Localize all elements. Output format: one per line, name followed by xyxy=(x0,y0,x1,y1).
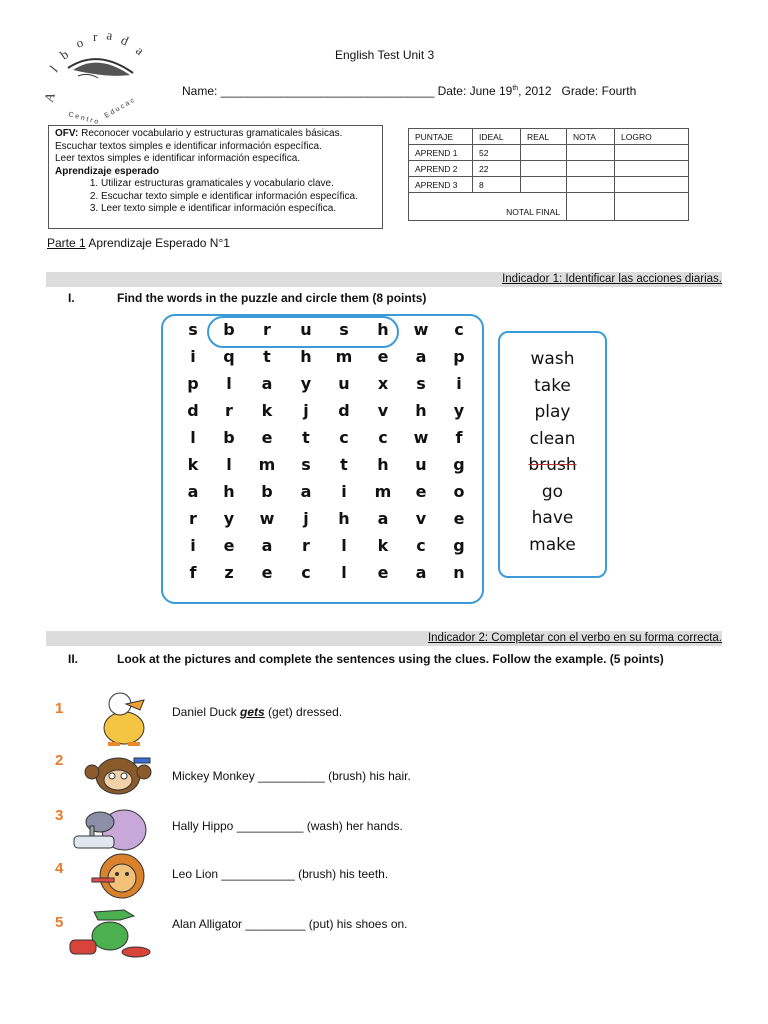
puzzle-letter[interactable]: t xyxy=(302,428,310,447)
puzzle-letter[interactable]: l xyxy=(226,374,232,393)
puzzle-letter[interactable]: j xyxy=(303,401,309,420)
puzzle-letter[interactable]: r xyxy=(225,401,233,420)
logro-cell[interactable] xyxy=(615,161,689,177)
real-cell[interactable] xyxy=(521,177,567,193)
sentence-1 xyxy=(172,705,342,719)
puzzle-letter[interactable]: l xyxy=(226,455,232,474)
puzzle-letter[interactable]: u xyxy=(415,455,427,474)
puzzle-letter[interactable]: x xyxy=(377,374,389,393)
ofv-line: Leer textos simples e identificar información específica. xyxy=(55,153,301,164)
puzzle-letter[interactable]: n xyxy=(453,563,465,582)
word-list-item: take xyxy=(534,375,571,396)
lion-picture xyxy=(88,852,154,900)
puzzle-letter[interactable]: s xyxy=(301,455,311,474)
aprendizaje-label: Aprendizaje esperado xyxy=(55,165,159,177)
date-label: Date: June 19 xyxy=(437,84,513,98)
puzzle-letter[interactable]: w xyxy=(413,428,429,447)
puzzle-letter[interactable]: a xyxy=(415,347,427,366)
final-nota-cell[interactable] xyxy=(567,193,615,221)
puzzle-letter[interactable]: c xyxy=(416,536,426,555)
row-label: APREND 1 xyxy=(409,145,473,161)
table-row xyxy=(409,161,689,177)
grade-label: Grade: Fourth xyxy=(561,84,637,98)
puzzle-letter[interactable]: h xyxy=(377,455,389,474)
real-cell[interactable] xyxy=(521,145,567,161)
puzzle-letter[interactable]: a xyxy=(261,536,273,555)
puzzle-letter[interactable]: v xyxy=(377,401,389,420)
puzzle-letter[interactable]: o xyxy=(453,482,465,501)
puzzle-letter[interactable]: k xyxy=(187,455,199,474)
ideal-cell: 22 xyxy=(473,161,521,177)
puzzle-letter[interactable]: j xyxy=(303,509,309,528)
ideal-cell: 8 xyxy=(473,177,521,193)
item-number: 5 xyxy=(55,914,64,931)
puzzle-letter[interactable]: l xyxy=(190,428,196,447)
part-heading xyxy=(47,236,230,250)
puzzle-letter[interactable]: y xyxy=(300,374,312,393)
puzzle-letter[interactable]: h xyxy=(223,482,235,501)
final-label: NOTAL FINAL xyxy=(409,193,567,221)
item-number: 1 xyxy=(55,700,64,717)
svg-text:r: r xyxy=(93,29,98,44)
puzzle-letter[interactable]: i xyxy=(190,347,196,366)
word-list-item: have xyxy=(531,508,574,528)
puzzle-letter[interactable]: h xyxy=(415,401,427,420)
section-2-instruction: Look at the pictures and complete the sentences using the clues. Follow the example. (5 points) xyxy=(117,652,664,666)
puzzle-letter[interactable]: s xyxy=(339,320,349,339)
puzzle-letter[interactable]: m xyxy=(258,455,276,474)
puzzle-letter[interactable]: g xyxy=(453,536,465,555)
row-label: APREND 2 xyxy=(409,161,473,177)
ofv-line: Escuchar textos simples e identificar información específica. xyxy=(55,140,322,152)
sentence-text: (get) dressed. xyxy=(264,705,343,719)
puzzle-letter[interactable]: f xyxy=(189,563,197,582)
svg-text:o: o xyxy=(73,34,86,51)
sentence-text: Daniel Duck xyxy=(172,705,241,719)
aprendizaje-item: 1. Utilizar estructuras gramaticales y vocabulario clave. xyxy=(101,178,376,191)
svg-text:a: a xyxy=(133,42,148,59)
header-cell: REAL xyxy=(521,129,567,145)
name-label: Name: xyxy=(182,84,218,98)
puzzle-letter[interactable]: c xyxy=(378,428,388,447)
puzzle-letter[interactable]: z xyxy=(224,563,234,582)
score-table xyxy=(408,128,689,221)
puzzle-letter[interactable]: t xyxy=(340,455,348,474)
puzzle-letter[interactable]: p xyxy=(187,374,199,393)
hippo-picture xyxy=(70,802,152,852)
puzzle-letter[interactable]: c xyxy=(339,428,349,447)
puzzle-letter[interactable]: q xyxy=(223,347,235,366)
header-cell: PUNTAJE xyxy=(409,129,473,145)
monkey-picture xyxy=(78,752,158,802)
header-cell: IDEAL xyxy=(473,129,521,145)
sentence-2[interactable]: Mickey Monkey __________ (brush) his hair. xyxy=(172,769,411,783)
puzzle-letter[interactable]: e xyxy=(223,536,235,555)
svg-text:d: d xyxy=(118,32,131,49)
puzzle-letter[interactable]: g xyxy=(453,455,465,474)
objectives-box xyxy=(48,125,383,229)
real-cell[interactable] xyxy=(521,161,567,177)
student-info-line xyxy=(182,84,636,98)
word-list-item: clean xyxy=(529,428,576,449)
puzzle-letter[interactable]: d xyxy=(338,401,350,420)
table-row-final xyxy=(409,193,689,221)
puzzle-letter[interactable]: t xyxy=(263,347,271,366)
svg-text:a: a xyxy=(105,28,114,43)
puzzle-letter[interactable]: s xyxy=(188,320,198,339)
item-number: 4 xyxy=(55,860,64,877)
ofv-text: Reconocer vocabulario y estructuras gramaticales básicas. xyxy=(81,128,343,139)
puzzle-letter[interactable]: e xyxy=(453,509,465,528)
date-sup: th xyxy=(512,85,519,92)
puzzle-letter[interactable]: h xyxy=(377,320,389,339)
section-1-roman: I. xyxy=(68,291,75,305)
word-list-item: wash xyxy=(530,349,575,369)
alligator-picture xyxy=(64,906,158,960)
date-year: , 2012 xyxy=(518,84,552,98)
puzzle-letter[interactable]: c xyxy=(454,320,464,339)
section-1-instruction: Find the words in the puzzle and circle them (8 points) xyxy=(117,291,427,305)
puzzle-letter[interactable]: l xyxy=(341,536,347,555)
puzzle-letter[interactable]: e xyxy=(415,482,427,501)
svg-text:l: l xyxy=(46,62,61,75)
puzzle-letter[interactable]: b xyxy=(223,428,235,447)
puzzle-letter[interactable]: a xyxy=(187,482,199,501)
indicator-2-text: Indicador 2: Completar con el verbo en su forma correcta. xyxy=(427,632,722,644)
puzzle-letter[interactable]: c xyxy=(301,563,311,582)
puzzle-letter[interactable]: k xyxy=(377,536,389,555)
puzzle-letter[interactable]: b xyxy=(261,482,273,501)
puzzle-letter[interactable]: y xyxy=(223,509,235,528)
ideal-cell: 52 xyxy=(473,145,521,161)
puzzle-letter[interactable]: k xyxy=(261,401,273,420)
puzzle-letter[interactable]: p xyxy=(453,347,465,366)
word-list-item: play xyxy=(534,402,571,422)
table-row xyxy=(409,177,689,193)
puzzle-letter[interactable]: a xyxy=(300,482,312,501)
puzzle-letter[interactable]: w xyxy=(413,320,429,339)
logro-cell[interactable] xyxy=(615,177,689,193)
puzzle-letter[interactable]: e xyxy=(261,563,273,582)
puzzle-letter[interactable]: b xyxy=(223,320,235,339)
word-list-item: make xyxy=(529,534,576,555)
table-row xyxy=(409,145,689,161)
puzzle-letter[interactable]: s xyxy=(416,374,426,393)
puzzle-letter[interactable]: l xyxy=(341,563,347,582)
puzzle-letter[interactable]: i xyxy=(341,482,347,501)
logro-cell[interactable] xyxy=(615,145,689,161)
svg-text:A: A xyxy=(40,90,59,105)
sentence-5[interactable]: Alan Alligator _________ (put) his shoes on. xyxy=(172,917,408,931)
svg-text:b: b xyxy=(57,46,72,63)
puzzle-letter[interactable]: u xyxy=(300,320,312,339)
part-text: Aprendizaje Esperado N°1 xyxy=(85,236,230,250)
puzzle-letter[interactable]: f xyxy=(455,428,463,447)
puzzle-letter[interactable]: d xyxy=(187,401,199,420)
indicator-bar-2 xyxy=(46,631,722,646)
puzzle-letter[interactable]: r xyxy=(263,320,271,339)
nota-cell[interactable] xyxy=(567,161,615,177)
puzzle-letter[interactable]: h xyxy=(338,509,350,528)
section-2-roman: II. xyxy=(68,652,79,666)
table-header-row xyxy=(409,129,689,145)
word-list-item: brush xyxy=(528,455,577,475)
puzzle-letter[interactable]: i xyxy=(456,374,462,393)
test-title: English Test Unit 3 xyxy=(335,48,435,62)
svg-text:E d u c a c: E d u c a c xyxy=(103,97,136,120)
puzzle-letter[interactable]: m xyxy=(374,482,392,501)
header-cell: LOGRO xyxy=(615,129,689,145)
puzzle-letter[interactable]: a xyxy=(261,374,273,393)
nota-cell[interactable] xyxy=(567,177,615,193)
puzzle-letter[interactable]: v xyxy=(415,509,427,528)
sentence-4[interactable]: Leo Lion ___________ (brush) his teeth. xyxy=(172,867,389,881)
puzzle-letter[interactable]: m xyxy=(335,347,353,366)
puzzle-letter[interactable]: r xyxy=(189,509,197,528)
item-number: 2 xyxy=(55,752,64,769)
final-logro-cell[interactable] xyxy=(615,193,689,221)
name-blank[interactable]: ________________________________ xyxy=(220,84,435,98)
item-number: 3 xyxy=(55,807,64,824)
ofv-label: OFV: xyxy=(55,128,79,139)
puzzle-letter[interactable]: r xyxy=(302,536,310,555)
puzzle-letter[interactable]: h xyxy=(300,347,312,366)
row-label: APREND 3 xyxy=(409,177,473,193)
puzzle-letter[interactable]: i xyxy=(190,536,196,555)
aprendizaje-item: 2. Escuchar texto simple e identificar información específica. xyxy=(101,191,376,204)
nota-cell[interactable] xyxy=(567,145,615,161)
school-logo xyxy=(38,28,158,128)
indicator-1-text: Indicador 1: Identificar las acciones diarias. xyxy=(502,273,722,285)
puzzle-letter[interactable]: w xyxy=(259,509,275,528)
word-list-item: go xyxy=(541,481,564,502)
puzzle-letter[interactable]: e xyxy=(377,563,389,582)
example-answer: gets xyxy=(240,705,265,719)
puzzle-letter[interactable]: e xyxy=(261,428,273,447)
part-label: Parte 1 xyxy=(47,236,86,250)
puzzle-letter[interactable]: e xyxy=(377,347,389,366)
header-cell: NOTA xyxy=(567,129,615,145)
sentence-3[interactable]: Hally Hippo __________ (wash) her hands. xyxy=(172,819,403,833)
puzzle-letter[interactable]: a xyxy=(415,563,427,582)
aprendizaje-list xyxy=(55,178,376,216)
svg-text:C e n t r o: C e n t r o xyxy=(67,111,99,126)
puzzle-letter[interactable]: a xyxy=(377,509,389,528)
aprendizaje-item: 3. Leer texto simple e identificar información específica. xyxy=(101,203,376,216)
indicator-bar-1 xyxy=(46,272,722,287)
duck-picture xyxy=(90,688,158,746)
puzzle-letter[interactable]: y xyxy=(453,401,465,420)
puzzle-letter[interactable]: u xyxy=(338,374,350,393)
